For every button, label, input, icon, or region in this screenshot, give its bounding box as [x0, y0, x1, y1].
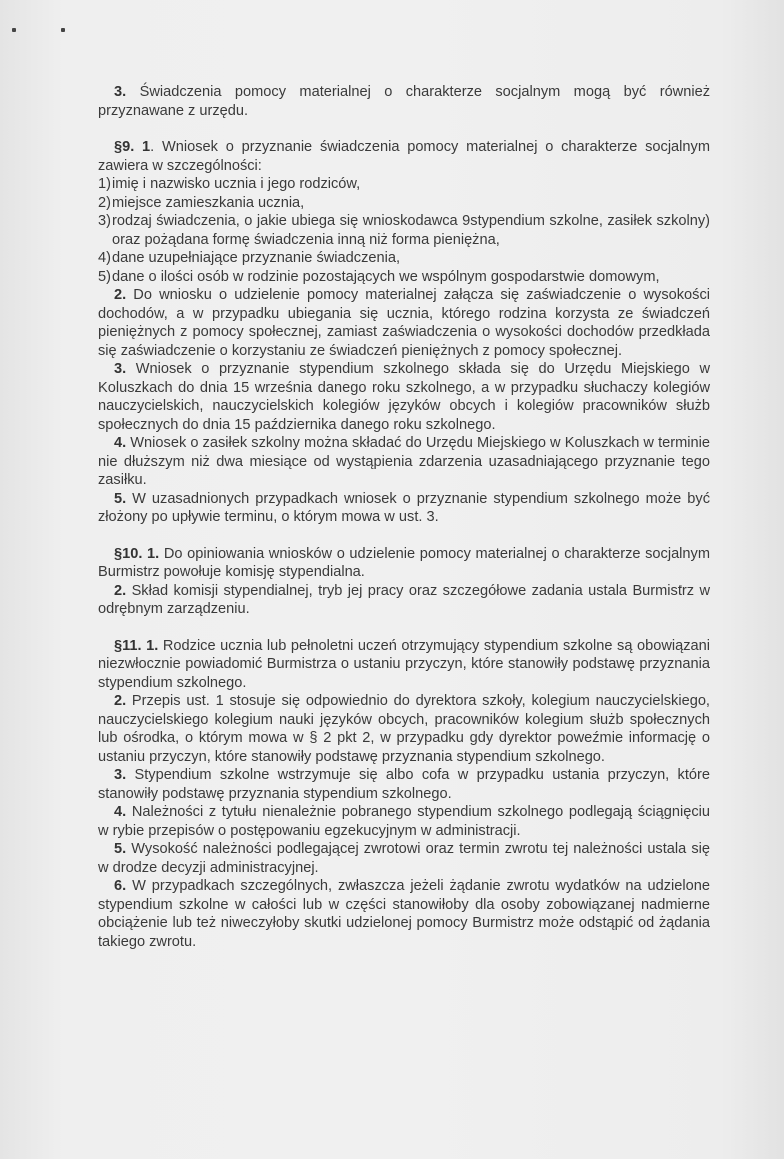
ust-paragraph	[98, 877, 710, 951]
ust-number: 2.	[114, 287, 127, 303]
ust-paragraph	[98, 434, 710, 490]
list-item-text: dane o ilości osób w rodzinie pozostających we wspólnym gospodarstwie domowym,	[112, 268, 660, 285]
document-body	[98, 83, 710, 951]
ust-paragraph	[98, 286, 710, 360]
list-item-text: rodzaj świadczenia, o jakie ubiega się wnioskodawca 9stypendium szkolne, zasiłek szkolny) oraz pożądana formę świadczenia inną niż forma pieniężna,	[112, 213, 710, 248]
ust-text: Wniosek o przyznanie stypendium szkolnego składa się do Urzędu Miejskiego w Koluszkach do dnia 15 września danego roku szkolnego, a w przypadku słuchaczy kolegiów nauczycielskich, nauczycielskich kolegiów języków obcych i kolegiów pracowników służb społecznych do dnia 15 października danego roku szkolnego.	[98, 361, 710, 433]
ust-text: Wysokość należności podlegającej zwrotowi oraz termin zwrotu tej należności ustala się w drodze decyzji administracyjnej.	[98, 841, 710, 876]
ust-text: Wniosek o zasiłek szkolny można składać do Urzędu Miejskiego w Koluszkach w terminie nie dłuższym niż dwa miesiące od wystąpienia zdarzenia uzasadniającego przyznanie tego zasiłku.	[98, 435, 710, 488]
section-10-ust	[98, 582, 710, 619]
list-item	[98, 194, 710, 213]
ust-number: 5.	[114, 490, 127, 507]
ust-number: 3.	[114, 767, 127, 783]
ust-paragraph	[98, 766, 710, 803]
section-heading: §9. 1	[114, 139, 151, 155]
list-item-number: 2)	[98, 194, 111, 211]
section-intro-text: Rodzice ucznia lub pełnoletni uczeń otrzymujący stypendium szkolne są obowiązani niezwłocznie powiadomić Burmistrza o ustaniu przyczyn, które stanowiły podstawę przyznania stypendium szkolnego.	[98, 637, 711, 691]
ust-paragraph	[98, 490, 710, 527]
section-9-list	[98, 175, 710, 286]
section-11-intro	[98, 637, 710, 693]
list-item	[98, 175, 710, 194]
ust-text: Do wniosku o udzielenie pomocy materialnej załącza się zaświadczenie o wysokości dochodów, a w przypadku ubiegania się ucznia, którego rodzina korzysta ze świadczeń pieniężnych z pomocy społecznej, zamiast zaświadczenia o wysokości dochodów przedkłada się zaświadczenie o korzystaniu ze świadczeń pieniężnych z pomocy społecznej.	[98, 287, 710, 359]
ust-text: Stypendium szkolne wstrzymuje się albo cofa w przypadku ustania przyczyn, które stanowiły podstawę przyznania stypendium szkolnego.	[98, 767, 710, 802]
ust-paragraph	[98, 582, 710, 619]
ust-paragraph	[98, 840, 710, 877]
section-10-intro	[98, 545, 710, 582]
ust-text: W przypadkach szczególnych, zwłaszcza jeżeli żądanie zwrotu wydatków na udzielone stypendium szkolne w całości lub w części stanowiłoby dla osoby zobowiązanej nadmierne obciążenie lub też niweczyłoby skutki udzielonej pomocy Burmistrz może odstąpić od żądania takiego zwrotu.	[98, 878, 710, 950]
ust-number: 6.	[114, 878, 127, 894]
list-item-text: dane uzupełniające przyznanie świadczenia,	[112, 250, 401, 266]
list-item-text: imię i nazwisko ucznia i jego rodziców,	[112, 176, 361, 192]
ust-text: Skład komisji stypendialnej, tryb jej pracy oraz szczegółowe zadania ustala Burmistrz w odrębnym zarządzeniu.	[98, 582, 710, 617]
scan-speck	[61, 28, 65, 32]
ust-paragraph	[98, 360, 710, 434]
section-9-intro	[98, 138, 710, 175]
ust-number: 2.	[114, 693, 127, 709]
list-item	[98, 268, 710, 287]
list-item-number: 5)	[98, 268, 111, 285]
scan-speck	[12, 28, 16, 32]
section-9-ust	[98, 286, 710, 527]
section-heading: §11. 1.	[114, 637, 159, 654]
list-item-number: 4)	[98, 250, 111, 266]
ust-text: W uzasadnionych przypadkach wniosek o przyznanie stypendium szkolnego może być złożony po upływie terminu, o którym mowa w ust. 3.	[98, 490, 710, 525]
ust-number: 4.	[114, 804, 127, 820]
ust-paragraph	[98, 803, 710, 840]
list-item-number: 1)	[98, 176, 111, 192]
ust-number: 2.	[114, 582, 127, 599]
ust-text: Świadczenia pomocy materialnej o charakterze socjalnym mogą być również przyznawane z urzędu.	[98, 84, 710, 119]
ust-text: Należności z tytułu nienależnie pobranego stypendium szkolnego podlegają ściągnięciu w rybie przepisów o postępowaniu egzekucyjnym w administracji.	[98, 804, 710, 839]
list-item	[98, 212, 710, 249]
section-heading: §10. 1.	[114, 545, 160, 562]
ust-number: 3.	[114, 84, 127, 100]
section-11-ust	[98, 692, 710, 951]
ust-paragraph	[98, 692, 710, 766]
section-intro-text: . Wniosek o przyznanie świadczenia pomocy materialnej o charakterze socjalnym zawiera w szczególności:	[98, 139, 710, 174]
list-item-number: 3)	[98, 213, 111, 229]
list-item	[98, 249, 710, 268]
ust-number: 3.	[114, 361, 127, 377]
ust-number: 5.	[114, 841, 127, 857]
list-item-text: miejsce zamieszkania ucznia,	[112, 194, 305, 211]
ust-number: 4.	[114, 435, 127, 451]
ust-text: Przepis ust. 1 stosuje się odpowiednio do dyrektora szkoły, kolegium nauczycielskiego, nauczycielskiego kolegium nauki języków obcych, pracowników kolegium służb społecznych lub ośrodka, o którym mowa w § 2 pkt 2, w przypadku gdy dyrektor poweźmie informację o ustaniu przyczyn, które stanowiły podstawę przyznania stypendium szkolnego.	[98, 693, 710, 765]
paragraph-8-ust-3	[98, 83, 710, 120]
section-intro-text: Do opiniowania wniosków o udzielenie pomocy materialnej o charakterze socjalnym Burmistrz powołuje komisję stypendialna.	[98, 545, 710, 580]
